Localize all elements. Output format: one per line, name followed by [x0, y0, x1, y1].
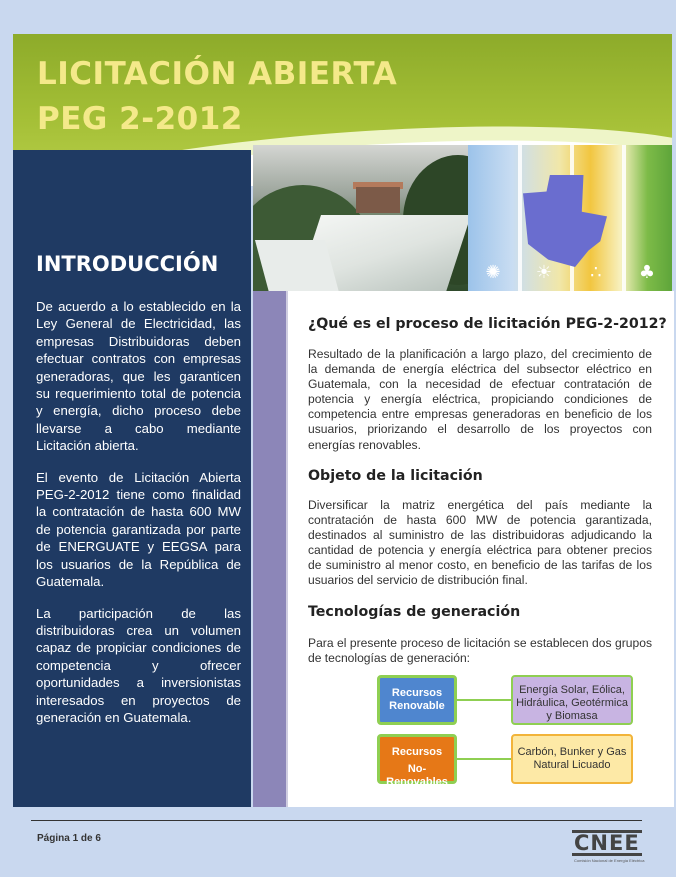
- wind-icon: ✺: [485, 262, 501, 283]
- main-content: [286, 291, 674, 807]
- section-body: Diversificar la matriz energética del país mediante la contratación de hasta 600 MW de potencia garantizada, destinados al suministro de las distribuidoras adjudicando la cantidad de potencia y energía eléctrica para obtener precios de suministro al menor costo, en beneficio de las tarifas de los usuarios del servicio de distribución final.: [308, 498, 652, 588]
- guatemala-map-icon: [523, 175, 607, 267]
- water-icon: ∴: [590, 262, 602, 283]
- diagram-connector: [457, 699, 511, 701]
- intro-paragraph: El evento de Licitación Abierta PEG-2-2012 tiene como finalidad la contratación de hasta 600 MW de potencia garantizada por parte de ENERGUATE y EEGSA para los usuarios de la República de Guatemala.: [36, 469, 241, 590]
- diagram-connector: [457, 758, 511, 760]
- section-title: Objeto de la licitación: [308, 468, 483, 484]
- footer-rule: [31, 820, 642, 821]
- section-title: Tecnologías de generación: [308, 604, 521, 620]
- energy-map-image: [468, 145, 672, 291]
- section-title: ¿Qué es el proceso de licitación PEG-2-2012?: [308, 316, 667, 332]
- section-body: Para el presente proceso de licitación se establecen dos grupos de tecnologías de generación:: [308, 636, 652, 666]
- renewable-desc-box: [511, 675, 633, 725]
- renewable-desc: Energía Solar, Eólica, Hidráulica, Geotérmica y Biomasa: [516, 684, 628, 722]
- decorative-strip: [253, 291, 286, 807]
- intro-paragraph: La participación de las distribuidoras crea un volumen capaz de propiciar condiciones de competencia y ofrecer oportunidades a inversionistas interesados en proyectos de generación en Guatemala.: [36, 605, 241, 725]
- intro-sidebar: [13, 150, 251, 807]
- hydro-dam-photo: [253, 145, 468, 291]
- title-line-2: PEG 2-2012: [37, 101, 243, 137]
- title-line-1: LICITACIÓN ABIERTA: [37, 56, 398, 92]
- nonrenewable-desc: Carbón, Bunker y Gas Natural Licuado: [517, 746, 627, 771]
- renewable-label: Recursos: [391, 687, 443, 699]
- plant-icon: ♣: [638, 262, 656, 283]
- logo-mark: CNEE: [574, 831, 640, 855]
- nonrenewable-label: Recursos: [391, 746, 443, 758]
- photo-house: [356, 187, 400, 213]
- image-stripe: [518, 145, 522, 291]
- nonrenewable-label: No-Renovables: [386, 763, 448, 788]
- page-number: Página 1 de 6: [37, 833, 101, 844]
- intro-heading: INTRODUCCIÓN: [36, 252, 219, 276]
- image-stripe: [622, 145, 626, 291]
- intro-paragraph: De acuerdo a lo establecido en la Ley General de Electricidad, las empresas Distribuidoras deben efectuar contratos con empresas generadoras, que les garanticen su requerimiento total de potencia y energía, dicho proceso debe llevarse a cabo mediante Licitación abierta.: [36, 299, 241, 454]
- cnee-logo: [560, 830, 645, 866]
- nonrenewable-desc-box: [511, 734, 633, 784]
- renewable-label: Renovable: [389, 700, 445, 712]
- renewable-box: [377, 675, 457, 725]
- intro-paragraphs: [36, 298, 241, 740]
- logo-subtitle: Comisión Nacional de Energía Eléctrica: [574, 858, 645, 863]
- sun-icon: ☀: [535, 262, 553, 283]
- nonrenewable-box: [377, 734, 457, 788]
- section-body: Resultado de la planificación a largo plazo, del crecimiento de la demanda de energía eléctrica del subsector eléctrico en Guatemala, con la necesidad de efectuar contratación de potencia y energía eléctrica, propiciando condiciones de competencia entre empresas generadoras en beneficio de los usuarios, priorizando el desarrollo de los proyectos con energías renovables.: [308, 347, 652, 452]
